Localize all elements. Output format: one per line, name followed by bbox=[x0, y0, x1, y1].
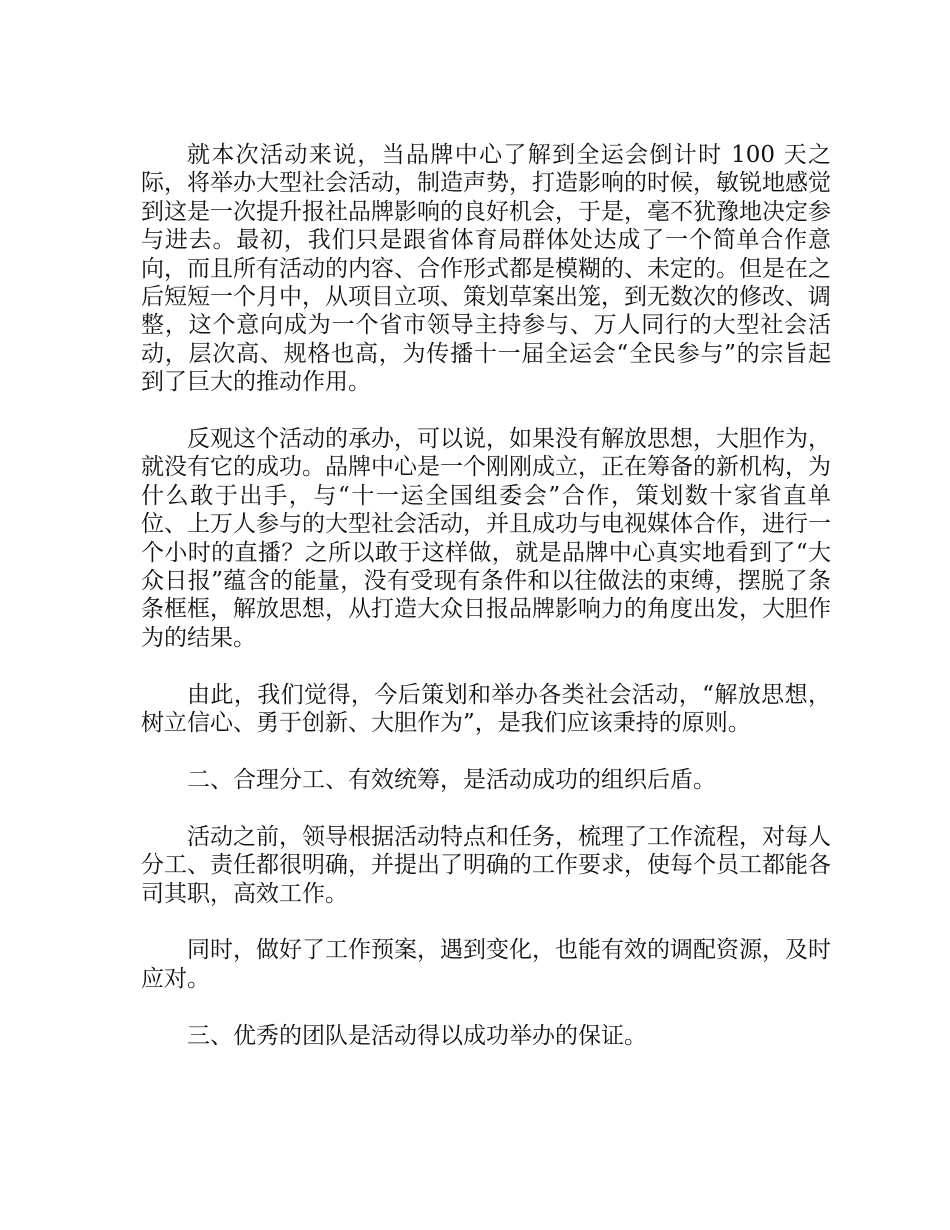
section-heading-team: 三、优秀的团队是活动得以成功举办的保证。 bbox=[187, 1022, 647, 1049]
paragraph-task-allocation: 活动之前，领导根据活动特点和任务，梳理了工作流程，对每人分工、责任都很明确，并提出了明确的工作要求，使每个员工都能各司其职，高效工作。 bbox=[141, 823, 831, 907]
paragraph-activity-overview: 就本次活动来说，当品牌中心了解到全运会倒计时 100 天之际，将举办大型社会活动，制造声势，打造影响的时候，敏锐地感觉到这是一次提升报社品牌影响的良好机会，于是，毫不犹豫地决定参与进去。最初，我们只是跟省体育局群体处达成了一个简单合作意向，而且所有活动的内容、合作形式都是模糊的、未定的。但是在之后短短一个月中，从项目立项、策划草案出笼，到无数次的修改、调整，这个意向成为一个省市领导主持参与、万人同行的大型社会活动，层次高、规格也高，为传播十一届全运会“全民参与”的宗旨起到了巨大的推动作用。 bbox=[141, 142, 831, 396]
paragraph-principle: 由此，我们觉得，今后策划和举办各类社会活动，“解放思想，树立信心、勇于创新、大胆作为”，是我们应该秉持的原则。 bbox=[141, 681, 831, 737]
document-body bbox=[141, 141, 831, 1050]
section-heading-organization: 二、合理分工、有效统筹，是活动成功的组织后盾。 bbox=[187, 766, 716, 793]
paragraph-contingency-plan: 同时，做好了工作预案，遇到变化，也能有效的调配资源，及时应对。 bbox=[141, 937, 831, 992]
paragraph-reflection: 反观这个活动的承办，可以说，如果没有解放思想，大胆作为，就没有它的成功。品牌中心是一个刚刚成立，正在筹备的新机构，为什么敢于出手，与“十一运全国组委会”合作，策划数十家省直单位、上万人参与的大型社会活动，并且成功与电视媒体合作，进行一个小时的直播？之所以敢于这样做，就是品牌中心真实地看到了“大众日报”蕴含的能量，没有受现有条件和以往做法的束缚，摆脱了条条框框，解放思想，从打造大众日报品牌影响力的角度出发，大胆作为的结果。 bbox=[141, 426, 831, 651]
